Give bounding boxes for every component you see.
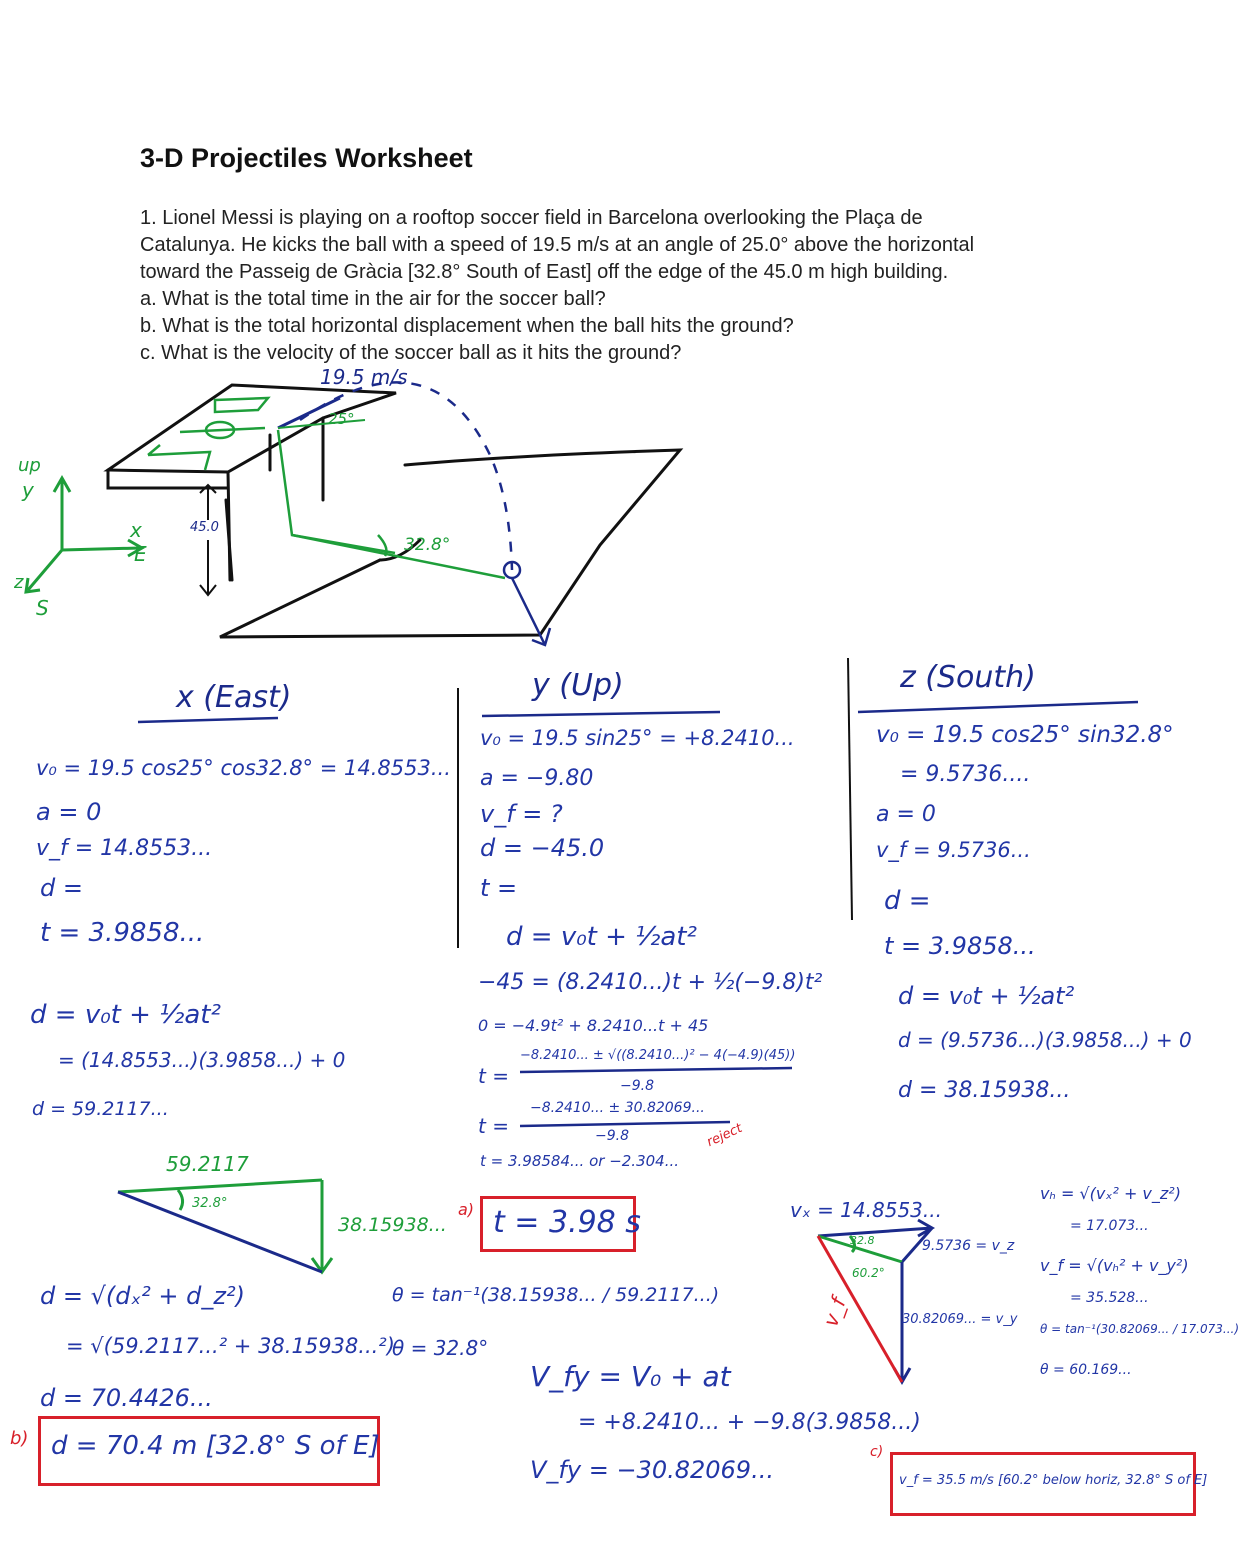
problem-line: Catalunya. He kicks the ball with a speed of 19.5 m/s at an angle of 25.0° above the horizontal: [140, 234, 975, 256]
height-label: 45.0: [190, 520, 219, 535]
resultant-eq: = 17.073...: [1070, 1218, 1149, 1234]
z-line: v₀ = 19.5 cos25° sin32.8°: [876, 722, 1174, 748]
answer-c-text: v_f = 35.5 m/s [60.2° below horiz, 32.8° S of E]: [899, 1473, 1208, 1488]
answer-c-box: [890, 1452, 1208, 1516]
y-line: v_f = ?: [480, 800, 563, 828]
theta-eq: θ = tan⁻¹(38.15938... / 59.2117...): [392, 1284, 720, 1306]
x-eq: d = 59.2117...: [32, 1098, 169, 1120]
answer-a-label: a): [458, 1200, 475, 1219]
triangle-side-label: 38.15938...: [338, 1214, 447, 1236]
vfy-result: V_fy = −30.82069...: [530, 1456, 774, 1484]
answer-c-label: c): [870, 1444, 884, 1460]
vy-label: 30.82069... = v_y: [902, 1312, 1018, 1327]
resultant-eq: θ = 60.169...: [1040, 1362, 1132, 1378]
triangle-top-label: 59.2117: [166, 1152, 249, 1176]
x-eq: d = v₀t + ½at²: [30, 1000, 221, 1030]
resultant-eq: θ = tan⁻¹(30.82069... / 17.073...): [1040, 1322, 1239, 1336]
y-t-symbol: t =: [478, 1114, 509, 1138]
problem-line: toward the Passeig de Gràcia [32.8° South of East] off the edge of the 45.0 m high building.: [140, 261, 949, 283]
y-line: a = −9.80: [480, 766, 594, 791]
axis-e-label: E: [134, 542, 147, 566]
y-solution: t = 3.98584... or −2.304...: [480, 1152, 680, 1170]
magnitude-eq: = √(59.2117...² + 38.15938...²): [66, 1334, 395, 1358]
y-t-symbol: t =: [478, 1064, 509, 1088]
y-eq-denominator: −9.8: [595, 1128, 629, 1144]
vfy-eq: V_fy = V₀ + at: [530, 1360, 731, 1393]
vfy-eq: = +8.2410... + −9.8(3.9858...): [578, 1410, 921, 1435]
triangle-angle-label: 32.8°: [192, 1196, 228, 1211]
axes: [26, 478, 142, 592]
x-eq: = (14.8553...)(3.9858...) + 0: [58, 1048, 346, 1072]
y-line: t =: [480, 874, 518, 902]
magnitude-result: d = 70.4426...: [40, 1384, 213, 1412]
south-angle-label: 32.8°: [404, 535, 451, 555]
z-line: a = 0: [876, 802, 936, 827]
y-line: d = −45.0: [480, 834, 605, 862]
speed-label: 19.5 m/s: [320, 365, 408, 389]
angle-32-label: 32.8: [850, 1234, 875, 1247]
axis-y-label: y: [22, 478, 34, 502]
axis-up-label: up: [18, 455, 41, 476]
answer-a-box: [480, 1196, 641, 1252]
x-line: d =: [40, 874, 83, 902]
y-eq: d = v₀t + ½at²: [506, 922, 697, 952]
z-line: = 9.5736....: [900, 762, 1031, 787]
axis-s-label: S: [36, 596, 49, 620]
vx-label: vₓ = 14.8553...: [790, 1198, 942, 1222]
z-line: v_f = 9.5736...: [876, 838, 1031, 862]
fraction-bars: [520, 1068, 792, 1126]
answer-b-label: b): [10, 1428, 29, 1449]
resultant-eq: = 35.528...: [1070, 1290, 1149, 1306]
answer-a-text: t = 3.98 s: [493, 1205, 641, 1240]
z-line: d =: [884, 886, 931, 916]
answer-b-text: d = 70.4 m [32.8° S of E]: [51, 1431, 380, 1461]
vf-label: v_f: [818, 1294, 851, 1330]
problem-line: 1. Lionel Messi is playing on a rooftop soccer field in Barcelona overlooking the Plaça de: [140, 207, 923, 229]
worksheet-title: 3-D Projectiles Worksheet: [140, 143, 473, 173]
magnitude-eq: d = √(dₓ² + d_z²): [40, 1282, 245, 1310]
z-eq: d = (9.5736...)(3.9858...) + 0: [898, 1028, 1192, 1052]
x-line: v₀ = 19.5 cos25° cos32.8° = 14.8553...: [36, 756, 451, 780]
resultant-eq: vₕ = √(vₓ² + v_z²): [1040, 1184, 1181, 1203]
theta-result: θ = 32.8°: [392, 1336, 489, 1360]
launch-angle-label: 25°: [328, 410, 355, 428]
y-eq-denominator: −9.8: [620, 1078, 654, 1094]
z-eq: d = 38.15938...: [898, 1078, 1071, 1103]
x-line: v_f = 14.8553...: [36, 836, 213, 861]
answer-b-box: [38, 1416, 380, 1486]
x-heading: x (East): [176, 680, 292, 715]
z-line: t = 3.9858...: [884, 932, 1036, 960]
vz-label: 9.5736 = v_z: [922, 1238, 1015, 1254]
y-eq: −45 = (8.2410...)t + ½(−9.8)t²: [478, 970, 823, 995]
z-eq: d = v₀t + ½at²: [898, 982, 1075, 1010]
displacement-triangle: [118, 1180, 332, 1272]
axis-z-label: z: [14, 572, 24, 593]
reject-note: reject: [704, 1120, 745, 1151]
resultant-eq: v_f = √(vₕ² + v_y²): [1040, 1256, 1189, 1275]
projection-lines: [278, 430, 505, 578]
question-a: a. What is the total time in the air for the soccer ball?: [140, 288, 606, 310]
angle-60-label: 60.2°: [852, 1266, 885, 1280]
y-line: v₀ = 19.5 sin25° = +8.2410...: [480, 726, 795, 750]
question-c: c. What is the velocity of the soccer ball as it hits the ground?: [140, 342, 682, 364]
y-heading: y (Up): [532, 668, 624, 703]
x-line: t = 3.9858...: [40, 918, 205, 948]
axis-x-label: x: [130, 518, 142, 542]
question-b: b. What is the total horizontal displacement when the ball hits the ground?: [140, 315, 794, 337]
y-eq-numerator: −8.2410... ± 30.82069...: [530, 1100, 705, 1116]
height-marker: [200, 485, 216, 595]
y-eq-numerator: −8.2410... ± √((8.2410...)² − 4(−4.9)(45)): [520, 1048, 796, 1063]
building-outline: [108, 385, 680, 637]
y-eq: 0 = −4.9t² + 8.2410...t + 45: [478, 1016, 709, 1035]
x-line: a = 0: [36, 798, 102, 826]
z-heading: z (South): [900, 660, 1036, 695]
